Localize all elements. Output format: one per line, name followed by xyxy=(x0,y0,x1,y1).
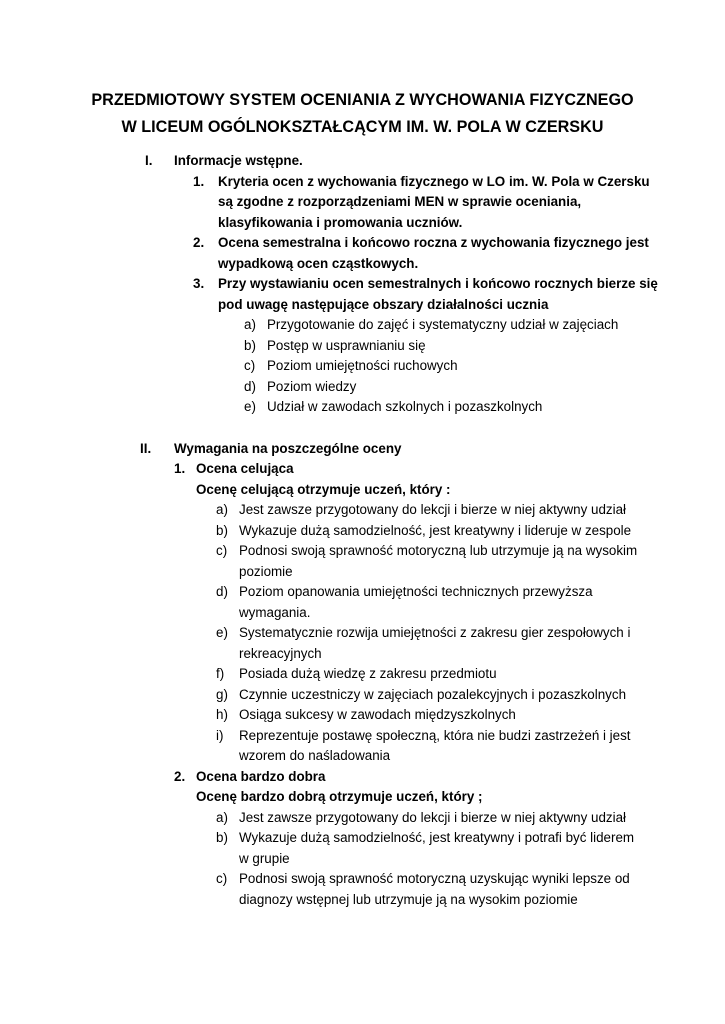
area-marker: e) xyxy=(244,399,256,414)
criterion-marker: d) xyxy=(216,584,228,599)
criterion-marker: i) xyxy=(216,728,224,743)
criterion-text: Podnosi swoją sprawność motoryczną lub utrzymuje ją na wysokim xyxy=(239,543,638,558)
grade-marker: 1. xyxy=(174,461,186,476)
criterion-text: Reprezentuje postawę społeczną, która nie budzi zastrzeżeń i jest xyxy=(239,728,631,743)
criterion-text: Wykazuje dużą samodzielność, jest kreatywny i lideruje w zespole xyxy=(239,523,632,538)
list-item-text: klasyfikowania i promowania uczniów. xyxy=(218,215,463,230)
criterion-text: Wykazuje dużą samodzielność, jest kreatywny i potrafi być liderem xyxy=(239,830,635,845)
criterion-text: Poziom opanowania umiejętności technicznych przewyższa xyxy=(239,584,593,599)
section-2-heading: Wymagania na poszczególne oceny xyxy=(174,441,402,456)
list-item-marker: 3. xyxy=(193,276,205,291)
area-item: Przygotowanie do zajęć i systematyczny udział w zajęciach xyxy=(267,317,619,332)
area-marker: a) xyxy=(244,317,256,332)
area-item: Udział w zawodach szkolnych i pozaszkolnych xyxy=(267,399,543,414)
criterion-marker: h) xyxy=(216,707,228,722)
criterion-text: w grupie xyxy=(239,851,290,866)
criterion-marker: g) xyxy=(216,687,228,702)
criterion-marker: b) xyxy=(216,830,228,845)
grade-name: Ocena bardzo dobra xyxy=(196,769,326,784)
criterion-text: diagnozy wstępnej lub utrzymuje ją na wysokim poziomie xyxy=(239,892,578,907)
list-item-text: są zgodne z rozporządzeniami MEN w sprawie oceniania, xyxy=(218,194,582,209)
criterion-marker: b) xyxy=(216,523,228,538)
list-item-marker: 2. xyxy=(193,235,205,250)
criterion-text: Osiąga sukcesy w zawodach międzyszkolnych xyxy=(239,707,516,722)
criterion-text: Jest zawsze przygotowany do lekcji i bierze w niej aktywny udział xyxy=(239,502,627,517)
list-item-text: pod uwagę następujące obszary działalności ucznia xyxy=(218,297,549,312)
area-marker: d) xyxy=(244,379,256,394)
criterion-text: wzorem do naśladowania xyxy=(239,748,391,763)
area-item: Poziom umiejętności ruchowych xyxy=(267,358,458,373)
criterion-marker: f) xyxy=(216,666,225,681)
title-line-2: W LICEUM OGÓLNOKSZTAŁCĄCYM IM. W. POLA W CZERSKU xyxy=(121,118,604,136)
criterion-text: Czynnie uczestniczy w zajęciach pozalekcyjnych i pozaszkolnych xyxy=(239,687,627,702)
list-item-text: wypadkową ocen cząstkowych. xyxy=(218,256,419,271)
criterion-text: Podnosi swoją sprawność motoryczną uzyskując wyniki lepsze od xyxy=(239,871,630,886)
document-title xyxy=(40,87,685,141)
area-item: Poziom wiedzy xyxy=(267,379,357,394)
section-2-marker: II. xyxy=(140,441,152,456)
criterion-text: wymagania. xyxy=(239,605,311,620)
criterion-text: Posiada dużą wiedzę z zakresu przedmiotu xyxy=(239,666,497,681)
area-item: Postęp w usprawnianiu się xyxy=(267,338,426,353)
criterion-text: poziomie xyxy=(239,564,293,579)
criterion-text: rekreacyjnych xyxy=(239,646,322,661)
list-item-text: Ocena semestralna i końcowo roczna z wychowania fizycznego jest xyxy=(218,235,649,250)
criterion-marker: c) xyxy=(216,871,228,886)
criterion-marker: a) xyxy=(216,810,228,825)
list-item-text: Kryteria ocen z wychowania fizycznego w LO im. W. Pola w Czersku xyxy=(218,174,650,189)
grade-intro: Ocenę celującą otrzymuje uczeń, który : xyxy=(196,482,451,497)
criterion-marker: a) xyxy=(216,502,228,517)
criterion-text: Systematycznie rozwija umiejętności z zakresu gier zespołowych i xyxy=(239,625,631,640)
list-item-text: Przy wystawianiu ocen semestralnych i końcowo rocznych bierze się xyxy=(218,276,658,291)
section-1-marker: I. xyxy=(145,153,153,168)
grade-intro: Ocenę bardzo dobrą otrzymuje uczeń, który ; xyxy=(196,789,483,804)
criterion-marker: c) xyxy=(216,543,228,558)
area-marker: c) xyxy=(244,358,256,373)
area-marker: b) xyxy=(244,338,256,353)
criterion-text: Jest zawsze przygotowany do lekcji i bierze w niej aktywny udział xyxy=(239,810,627,825)
list-item-marker: 1. xyxy=(193,174,205,189)
grade-name: Ocena celująca xyxy=(196,461,294,476)
criterion-marker: e) xyxy=(216,625,228,640)
title-line-1: PRZEDMIOTOWY SYSTEM OCENIANIA Z WYCHOWANIA FIZYCZNEGO xyxy=(91,91,634,109)
grade-marker: 2. xyxy=(174,769,186,784)
section-1-heading: Informacje wstępne. xyxy=(174,153,303,168)
